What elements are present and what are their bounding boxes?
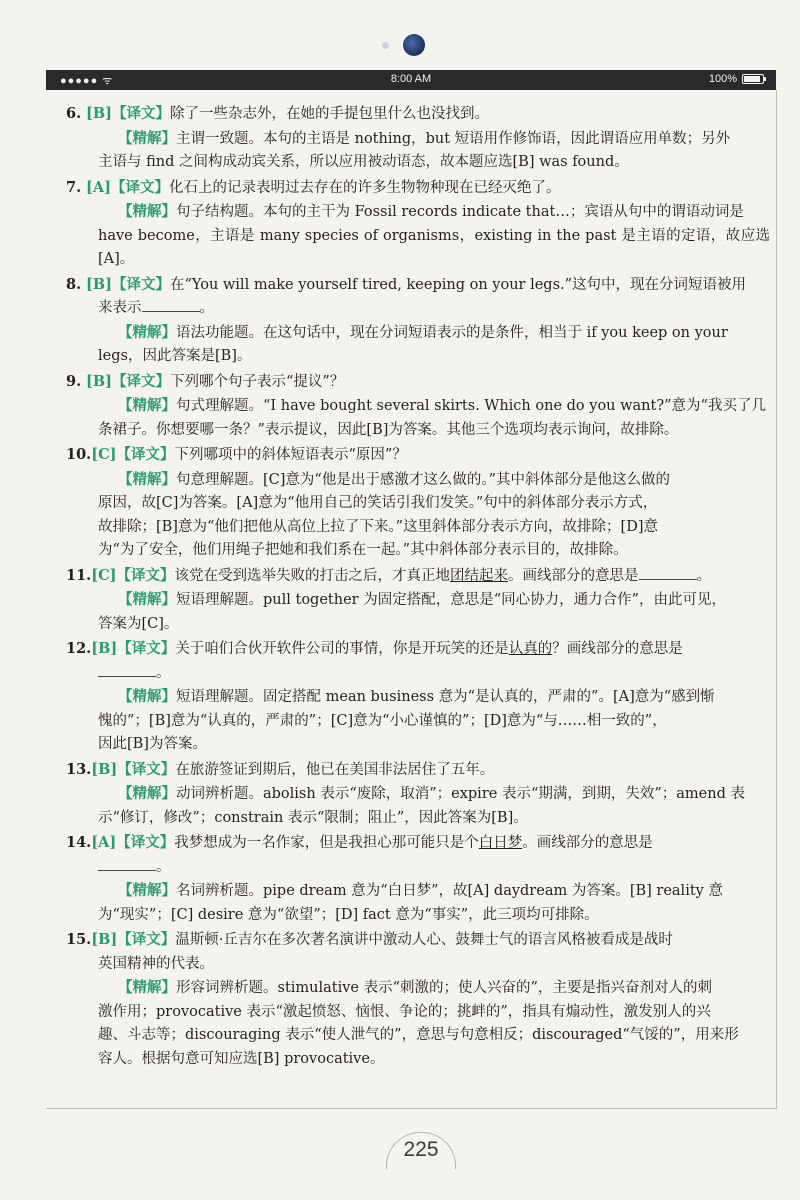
question-number: 11. — [66, 566, 92, 584]
answer-key: [B] — [91, 760, 118, 778]
explanation-label: 【精解】 — [118, 203, 176, 220]
translation-text: 化石上的记录表明过去存在的许多生物物种现在已经灭绝了。 — [168, 179, 561, 196]
answer-item — [66, 564, 770, 637]
explanation-text: 示“修订，修改”；constrain 表示“限制；阻止”，因此答案为[B]。 — [98, 809, 528, 826]
explanation-text: 条裙子。你想要哪一条？”表示提议，因此[B]为答案。其他三个选项均表示询问，故排除。 — [98, 421, 679, 438]
translation-line — [66, 443, 770, 468]
signal-icon: ●●●●● ᯤ — [60, 75, 114, 87]
translation-line — [66, 176, 770, 201]
question-number: 8. — [66, 275, 82, 293]
translation-text: 关于咱们合伙开软件公司的事情，你是开玩笑的还是 — [175, 641, 509, 657]
translation-line — [66, 370, 770, 395]
translation-line — [66, 102, 770, 127]
translation-label: 【译文】 — [117, 931, 176, 948]
translation-text: 该党在受到选举失败的打击之后，才真正地 — [174, 567, 450, 584]
explanation-line — [66, 492, 770, 516]
explanation-text: have become，主语是 many species of organisms，existing in the past 是主语的定语，故应选[A]。 — [98, 227, 770, 267]
answer-key: [B] — [86, 105, 112, 122]
front-camera-icon — [403, 34, 425, 56]
page-number: 225 — [403, 1138, 439, 1161]
translation-end: 。 — [156, 664, 171, 681]
translation-line — [66, 856, 770, 880]
answer-blank — [98, 858, 156, 871]
answer-item — [66, 370, 770, 443]
answer-key: [A] — [86, 178, 111, 196]
translation-label: 【译文】 — [117, 640, 176, 657]
explanation-text: 形容词辨析题。stimulative 表示“刺激的；使人兴奋的”，主要是指兴奋剂对人的刺 — [176, 980, 712, 996]
question-number: 13. — [66, 760, 92, 778]
explanation-line — [66, 225, 770, 272]
explanation-label: 【精解】 — [118, 323, 176, 341]
answer-key: [B] — [91, 931, 118, 948]
question-number: 10. — [66, 446, 92, 463]
document-page — [46, 90, 777, 1109]
translation-label: 【译文】 — [116, 446, 175, 463]
explanation-line — [66, 419, 770, 443]
question-number: 14. — [66, 834, 92, 851]
translation-line — [66, 662, 770, 686]
translation-text: ？画线部分的意思是 — [552, 641, 683, 657]
explanation-text: 短语理解题。pull together 为固定搭配，意思是“同心协力，通力合作”，由此可见， — [176, 592, 727, 608]
answer-explanations — [66, 102, 770, 1072]
battery-status — [709, 73, 764, 85]
explanation-label: 【精解】 — [118, 591, 176, 608]
explanation-line — [66, 782, 770, 807]
explanation-text: 句意理解题。[C]意为“他是出于感激才这么做的。”其中斜体部分是他这么做的 — [176, 471, 670, 488]
explanation-text: 愧的”；[B]意为“认真的，严肃的”；[C]意为“小心谨慎的”；[D]意为“与……相一致的”， — [98, 712, 667, 729]
translation-line — [66, 564, 770, 589]
answer-key: [C] — [91, 446, 117, 463]
explanation-line — [66, 613, 770, 637]
answer-blank — [639, 567, 697, 580]
question-number: 15. — [66, 931, 92, 948]
explanation-text: 句子结构题。本句的主干为 Fossil records indicate that…；宾语从句中的谓语动词是 — [176, 204, 744, 220]
explanation-line — [66, 539, 770, 563]
answer-key: [C] — [91, 566, 117, 584]
explanation-text: 动词辨析题。abolish 表示“废除，取消”；expire 表示“期满，到期，失效”；amend 表 — [176, 786, 745, 802]
status-time: 8:00 AM — [390, 73, 432, 85]
answer-item — [66, 443, 770, 563]
explanation-label: 【精解】 — [118, 688, 176, 705]
explanation-line — [66, 588, 770, 613]
explanation-text: 原因，故[C]为答案。[A]意为“他用自己的笑话引我们发笑。”句中的斜体部分表示方式， — [98, 495, 658, 511]
explanation-line — [66, 151, 770, 175]
explanation-line — [66, 127, 770, 152]
explanation-line — [66, 976, 770, 1001]
answer-item — [66, 831, 770, 927]
explanation-text: 为“为了安全，他们用绳子把她和我们系在一起。”其中斜体部分表示目的，故排除。 — [98, 542, 628, 558]
translation-label: 【译文】 — [111, 105, 170, 122]
explanation-text: 激作用；provocative 表示“激起愤怒、恼恨、争论的；挑衅的”，指具有煽动性，激发别人的兴 — [98, 1003, 711, 1020]
explanation-text: 句式理解题。“I have bought several skirts. Which one do you want?”意为“我买了几 — [176, 398, 766, 414]
explanation-line — [66, 807, 770, 831]
explanation-label: 【精解】 — [118, 785, 176, 802]
translation-text: 。画线部分的意思是 — [522, 835, 653, 851]
explanation-line — [66, 468, 770, 493]
explanation-text: 语法功能题。在这句话中，现在分词短语表示的是条件，相当于 if you keep on your — [176, 324, 728, 341]
explanation-line — [66, 879, 770, 904]
translation-label: 【译文】 — [111, 372, 170, 390]
answer-key: [A] — [91, 834, 117, 851]
proximity-sensor — [382, 42, 389, 49]
status-bar — [46, 70, 776, 90]
explanation-line — [66, 321, 770, 346]
explanation-line — [66, 516, 770, 540]
battery-percent: 100% — [708, 73, 737, 85]
explanation-label: 【精解】 — [118, 129, 176, 147]
question-number: 7. — [66, 178, 82, 196]
translation-line — [66, 953, 770, 977]
explanation-label: 【精解】 — [118, 979, 176, 996]
explanation-label: 【精解】 — [118, 882, 176, 899]
explanation-text: 答案为[C]。 — [98, 615, 179, 632]
answer-item — [66, 928, 770, 1071]
answer-item — [66, 102, 770, 175]
explanation-line — [66, 685, 770, 710]
translation-text: 在旅游签证到期后，他已在美国非法居住了五年。 — [175, 761, 495, 778]
explanation-line — [66, 200, 770, 225]
translation-text: 。画线部分的意思是 — [508, 567, 639, 584]
underlined-phrase: 认真的 — [508, 641, 553, 657]
explanation-line — [66, 904, 770, 928]
translation-line — [66, 273, 770, 298]
explanation-line — [66, 1048, 770, 1072]
explanation-label: 【精解】 — [118, 470, 176, 488]
explanation-label: 【精解】 — [118, 397, 176, 414]
device-bezel — [0, 0, 800, 70]
explanation-text: 主语与 find 之间构成动宾关系，所以应用被动语态，故本题应选[B] was found。 — [98, 154, 629, 170]
translation-end: 。 — [696, 567, 711, 584]
explanation-text: legs，因此答案是[B]。 — [98, 348, 252, 364]
explanation-line — [66, 733, 770, 757]
translation-end: 。 — [156, 858, 171, 875]
page-number-badge — [386, 1124, 456, 1170]
answer-key: [B] — [91, 640, 118, 657]
underlined-phrase: 团结起来 — [450, 567, 508, 584]
explanation-line — [66, 1024, 770, 1048]
explanation-text: 容人。根据句意可知应选[B] provocative。 — [98, 1050, 385, 1067]
answer-key: [B] — [86, 275, 112, 293]
translation-line — [66, 637, 770, 662]
answer-key: [B] — [86, 372, 112, 390]
question-number: 6. — [66, 105, 82, 122]
translation-text: 我梦想成为一名作家，但是我担心那可能只是个 — [174, 835, 479, 851]
translation-end: 。 — [199, 300, 214, 316]
translation-text: 温斯顿·丘吉尔在多次著名演讲中激动人心、鼓舞士气的语言风格被看成是战时 — [175, 932, 673, 948]
answer-item — [66, 758, 770, 831]
translation-label: 【译文】 — [110, 178, 169, 196]
translation-text: 除了一些杂志外，在她的手提包里什么也没找到。 — [169, 106, 489, 122]
explanation-line — [66, 345, 770, 369]
question-number: 12. — [66, 640, 92, 657]
answer-blank — [142, 299, 200, 312]
translation-line — [66, 297, 770, 321]
translation-label: 【译文】 — [117, 760, 176, 778]
answer-item — [66, 273, 770, 369]
explanation-text: 因此[B]为答案。 — [98, 736, 207, 752]
translation-text: 在“You will make yourself tired, keeping on your legs.”这句中，现在分词短语被用 — [169, 276, 747, 293]
explanation-line — [66, 1001, 770, 1025]
translation-line — [66, 758, 770, 783]
translation-text: 英国精神的代表。 — [98, 955, 214, 972]
translation-text: 下列哪个句子表示“提议”？ — [169, 373, 345, 390]
explanation-text: 为“现实”；[C] desire 意为“欲望”；[D] fact 意为“事实”，此三项均可排除。 — [98, 906, 599, 923]
translation-text: 下列哪项中的斜体短语表示“原因”？ — [174, 447, 407, 463]
translation-label: 【译文】 — [111, 275, 170, 293]
explanation-line — [66, 710, 770, 734]
underlined-phrase: 白日梦 — [478, 835, 523, 851]
explanation-text: 名词辨析题。pipe dream 意为“白日梦”，故[A] daydream 为答案。[B] reality 意 — [176, 883, 723, 899]
translation-label: 【译文】 — [116, 834, 175, 851]
explanation-text: 趣、斗志等；discouraging 表示“使人泄气的”，意思与句意相反；discouraged“气馁的”，用来形 — [98, 1027, 739, 1043]
translation-line — [66, 928, 770, 953]
translation-text: 来表示 — [98, 300, 142, 316]
answer-blank — [98, 664, 156, 677]
answer-item — [66, 637, 770, 757]
explanation-text: 短语理解题。固定搭配 mean business 意为“是认真的，严肃的”。[A]意为“感到惭 — [176, 689, 715, 705]
answer-item — [66, 176, 770, 272]
translation-label: 【译文】 — [116, 566, 175, 584]
question-number: 9. — [66, 372, 82, 390]
explanation-line — [66, 394, 770, 419]
explanation-text: 故排除；[B]意为“他们把他从高位上拉了下来。”这里斜体部分表示方向，故排除；[D]意 — [98, 518, 658, 535]
translation-line — [66, 831, 770, 856]
explanation-text: 主谓一致题。本句的主语是 nothing，but 短语用作修饰语，因此谓语应用单数；另外 — [176, 130, 731, 147]
battery-icon — [742, 74, 764, 84]
